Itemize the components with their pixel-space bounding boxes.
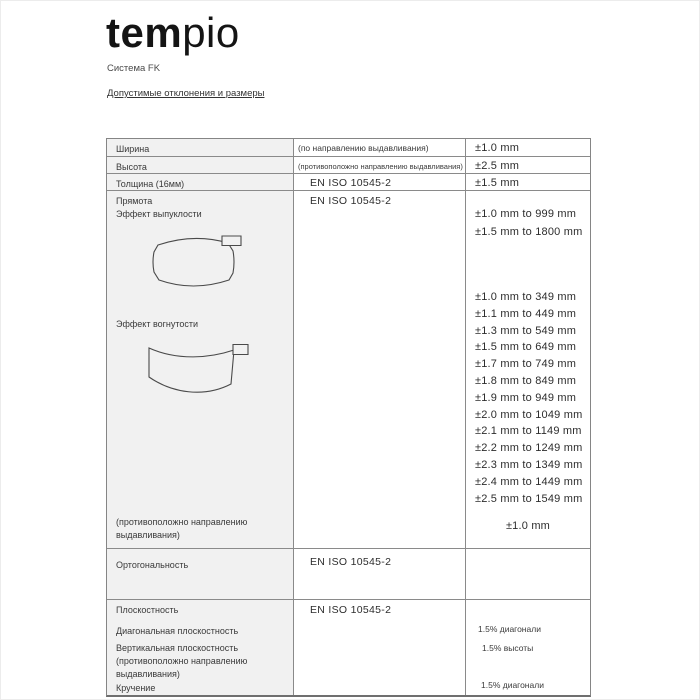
convex-value: ±1.5 mm to 1800 mm bbox=[475, 225, 583, 238]
thickness-label: Толщина (16мм) bbox=[116, 179, 185, 189]
height-value: ±2.5 mm bbox=[475, 160, 520, 172]
thickness-value: ±1.5 mm bbox=[475, 177, 520, 189]
concave-value: ±2.1 mm to 1149 mm bbox=[475, 425, 582, 438]
table-row-flatness bbox=[107, 600, 590, 695]
opposite-direction-value: ±1.0 mm bbox=[505, 520, 551, 532]
vertical-flatness-label: Вертикальная плоскостность bbox=[116, 643, 239, 653]
concave-value: ±2.5 mm to 1549 mm bbox=[475, 492, 583, 505]
flatness-method: EN ISO 10545-2 bbox=[310, 604, 392, 616]
torsion-value: 1.5% диагонали bbox=[481, 680, 544, 690]
orthogonality-label: Ортогональность bbox=[116, 560, 189, 570]
concave-value: ±2.4 mm to 1449 mm bbox=[475, 475, 583, 488]
logo-bold-part: tem bbox=[106, 9, 183, 56]
concave-value: ±1.8 mm to 849 mm bbox=[475, 374, 577, 387]
width-value: ±1.0 mm bbox=[475, 142, 520, 154]
table-row-width bbox=[107, 139, 590, 157]
orthogonality-method: EN ISO 10545-2 bbox=[310, 556, 392, 568]
diagonal-flatness-label: Диагональная плоскостность bbox=[116, 626, 239, 636]
width-label: Ширина bbox=[116, 144, 150, 154]
vertical-flatness-sub-label: (противоположно направлению выдавливания) bbox=[116, 656, 248, 679]
table-row-thickness bbox=[107, 174, 590, 191]
concave-value: ±1.1 mm to 449 mm bbox=[475, 307, 577, 320]
system-subtitle: Система FK bbox=[107, 63, 161, 74]
orthogonality-value-empty bbox=[466, 549, 590, 599]
concave-value: ±1.5 mm to 649 mm bbox=[475, 341, 577, 354]
straightness-label: Прямота bbox=[116, 196, 153, 206]
convex-panel-diagram-icon bbox=[148, 231, 246, 294]
table-row-straightness bbox=[107, 191, 590, 549]
torsion-label: Кручение bbox=[116, 683, 156, 693]
concave-value: ±1.9 mm to 949 mm bbox=[475, 391, 577, 404]
table-row-height bbox=[107, 157, 590, 174]
table-row-orthogonality bbox=[107, 549, 590, 600]
flatness-label: Плоскостность bbox=[116, 605, 179, 615]
convex-effect-label: Эффект выпуклости bbox=[116, 209, 202, 219]
concave-value: ±1.0 mm to 349 mm bbox=[475, 291, 577, 303]
concave-value: ±1.7 mm to 749 mm bbox=[475, 358, 577, 371]
concave-value: ±2.0 mm to 1049 mm bbox=[475, 408, 583, 421]
concave-value: ±2.3 mm to 1349 mm bbox=[475, 458, 583, 471]
thickness-method: EN ISO 10545-2 bbox=[310, 177, 392, 189]
convex-values-list bbox=[475, 206, 590, 241]
straightness-method: EN ISO 10545-2 bbox=[310, 195, 392, 207]
logo-light-part: pio bbox=[182, 9, 240, 56]
convex-value: ±1.0 mm to 999 mm bbox=[475, 208, 577, 220]
height-method: (противоположно направлению выдавливания) bbox=[298, 162, 463, 171]
concave-value: ±2.2 mm to 1249 mm bbox=[475, 442, 583, 455]
diagonal-flatness-value: 1.5% диагонали bbox=[478, 624, 541, 634]
width-method: (по направлению выдавливания) bbox=[298, 143, 429, 153]
concave-value: ±1.3 mm to 549 mm bbox=[475, 324, 577, 337]
brand-logo bbox=[106, 10, 240, 56]
concave-values-list bbox=[475, 289, 590, 507]
tolerances-link[interactable]: Допустимые отклонения и размеры bbox=[107, 88, 265, 99]
opposite-direction-label: (противоположно направлению выдавливания) bbox=[116, 517, 248, 540]
concave-effect-label: Эффект вогнутости bbox=[116, 319, 199, 329]
tolerances-table bbox=[106, 138, 591, 697]
concave-panel-diagram-icon bbox=[146, 339, 250, 400]
vertical-flatness-value: 1.5% высоты bbox=[482, 643, 534, 653]
height-label: Высота bbox=[116, 162, 147, 172]
